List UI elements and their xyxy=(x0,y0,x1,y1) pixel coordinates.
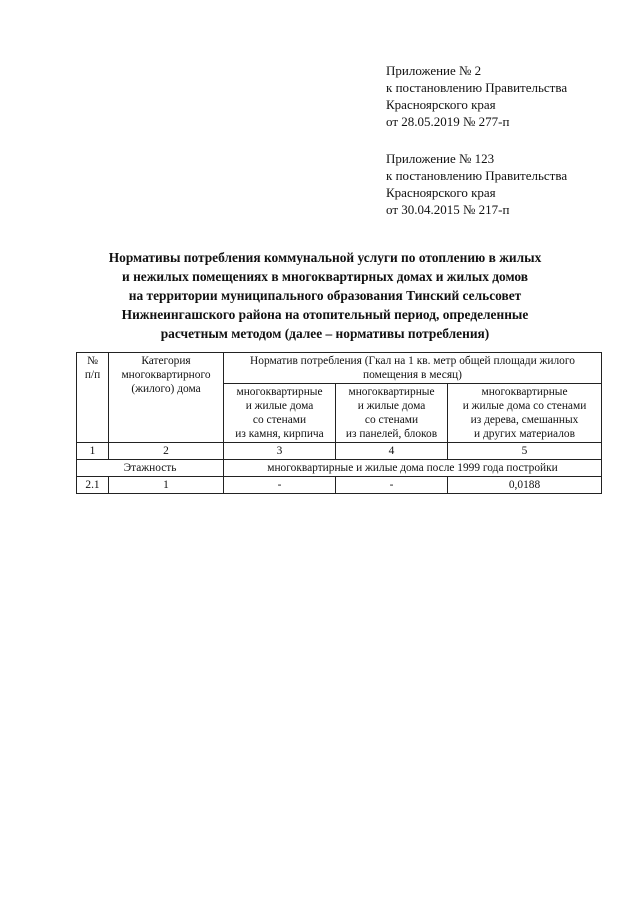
document-title xyxy=(60,248,590,343)
section-label: Этажность xyxy=(77,460,224,477)
table-header-row xyxy=(77,353,602,384)
title-line: расчетным методом (далее – нормативы потребления) xyxy=(160,326,490,341)
title-line: и нежилых помещениях в многоквартирных домах и жилых домов xyxy=(122,269,528,284)
header-wood-walls: многоквартирные и жилые дома со стенами из дерева, смешанных и других материалов xyxy=(448,384,602,443)
appendix-line: от 30.04.2015 № 217-п xyxy=(386,202,510,217)
appendix-current-reference xyxy=(386,62,626,130)
appendix-line: Красноярского края xyxy=(386,185,496,200)
appendix-line: Красноярского края xyxy=(386,97,496,112)
column-number: 5 xyxy=(448,443,602,460)
header-num: № п/п xyxy=(77,353,109,443)
section-row xyxy=(77,460,602,477)
row-floors: 1 xyxy=(109,477,224,494)
appendix-line: Приложение № 2 xyxy=(386,63,482,78)
appendix-original-reference xyxy=(386,150,626,218)
norms-table xyxy=(76,352,602,494)
title-line: на территории муниципального образования Тинский сельсовет xyxy=(128,288,522,303)
section-text: многоквартирные и жилые дома после 1999 года постройки xyxy=(224,460,602,477)
title-line: Нижнеингашского района на отопительный период, определенные xyxy=(121,307,529,322)
column-number: 2 xyxy=(109,443,224,460)
table-row xyxy=(77,477,602,494)
appendix-line: от 28.05.2019 № 277-п xyxy=(386,114,510,129)
row-stone-value: - xyxy=(224,477,336,494)
appendix-line: к постановлению Правительства xyxy=(386,80,568,95)
title-line: Нормативы потребления коммунальной услуги по отоплению в жилых xyxy=(108,250,542,265)
column-number: 3 xyxy=(224,443,336,460)
column-number: 4 xyxy=(336,443,448,460)
header-category: Категория многоквартирного (жилого) дома xyxy=(109,353,224,443)
appendix-line: к постановлению Правительства xyxy=(386,168,568,183)
column-number-row xyxy=(77,443,602,460)
header-norm: Норматив потребления (Гкал на 1 кв. метр общей площади жилого помещения в месяц) xyxy=(224,353,602,384)
header-stone-walls: многоквартирные и жилые дома со стенами из камня, кирпича xyxy=(224,384,336,443)
column-number: 1 xyxy=(77,443,109,460)
row-panel-value: - xyxy=(336,477,448,494)
row-wood-value: 0,0188 xyxy=(448,477,602,494)
appendix-line: Приложение № 123 xyxy=(386,151,495,166)
row-num: 2.1 xyxy=(77,477,109,494)
header-panel-walls: многоквартирные и жилые дома со стенами из панелей, блоков xyxy=(336,384,448,443)
